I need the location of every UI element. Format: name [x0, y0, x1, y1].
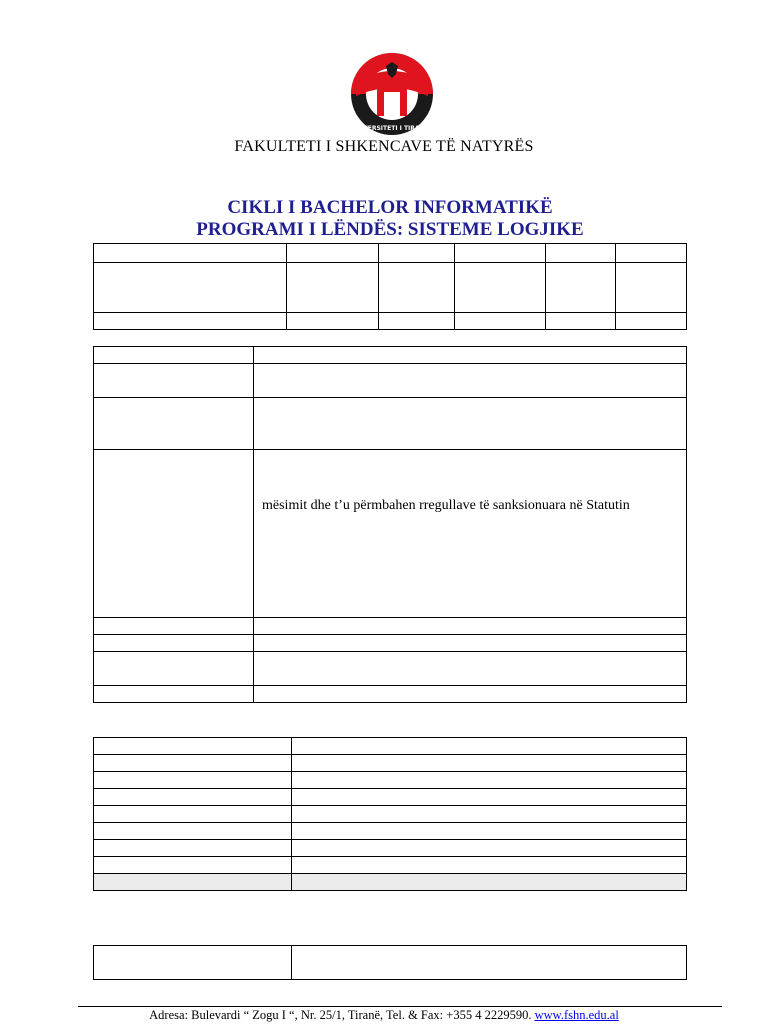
course-details-table [93, 346, 687, 703]
table-row [94, 263, 687, 313]
course-info-table [93, 243, 687, 330]
university-seal-icon [350, 52, 434, 136]
table-row [94, 364, 687, 398]
website-link[interactable]: www.fshn.edu.al [534, 1008, 619, 1022]
table-row [94, 946, 687, 980]
table-row [94, 398, 687, 450]
university-logo [350, 52, 434, 136]
faculty-name: FAKULTETI I SHKENCAVE TË NATYRËS [234, 138, 534, 155]
table-row [94, 244, 687, 263]
table-row [94, 755, 687, 772]
table-row [94, 738, 687, 755]
table-row [94, 840, 687, 857]
table-row [94, 789, 687, 806]
table-row-shaded [94, 874, 687, 891]
table-row [94, 347, 687, 364]
table-row [94, 313, 687, 330]
table-row [94, 652, 687, 686]
table-row [94, 618, 687, 635]
svg-text:UNIVERSITETI I TIRANËS: UNIVERSITETI I TIRANËS [351, 125, 433, 132]
program-title: CIKLI I BACHELOR INFORMATIKË [227, 197, 553, 218]
course-title: PROGRAMI I LËNDËS: SISTEME LOGJIKE [196, 219, 584, 240]
signature-table [93, 945, 687, 980]
table-row [94, 857, 687, 874]
table-row [94, 806, 687, 823]
policy-text: mësimit dhe t’u përmbahen rregullave të sanksionuara në Statutin [262, 498, 630, 513]
table-row [94, 823, 687, 840]
footer [0, 1008, 768, 1023]
table-row [94, 686, 687, 703]
footer-address: Adresa: Bulevardi “ Zogu I “, Nr. 25/1, Tiranë, Tel. & Fax: +355 4 2229590. [149, 1008, 532, 1022]
footer-divider [78, 1006, 722, 1007]
assessment-table [93, 737, 687, 891]
table-row [94, 450, 687, 618]
table-row [94, 772, 687, 789]
table-row [94, 635, 687, 652]
